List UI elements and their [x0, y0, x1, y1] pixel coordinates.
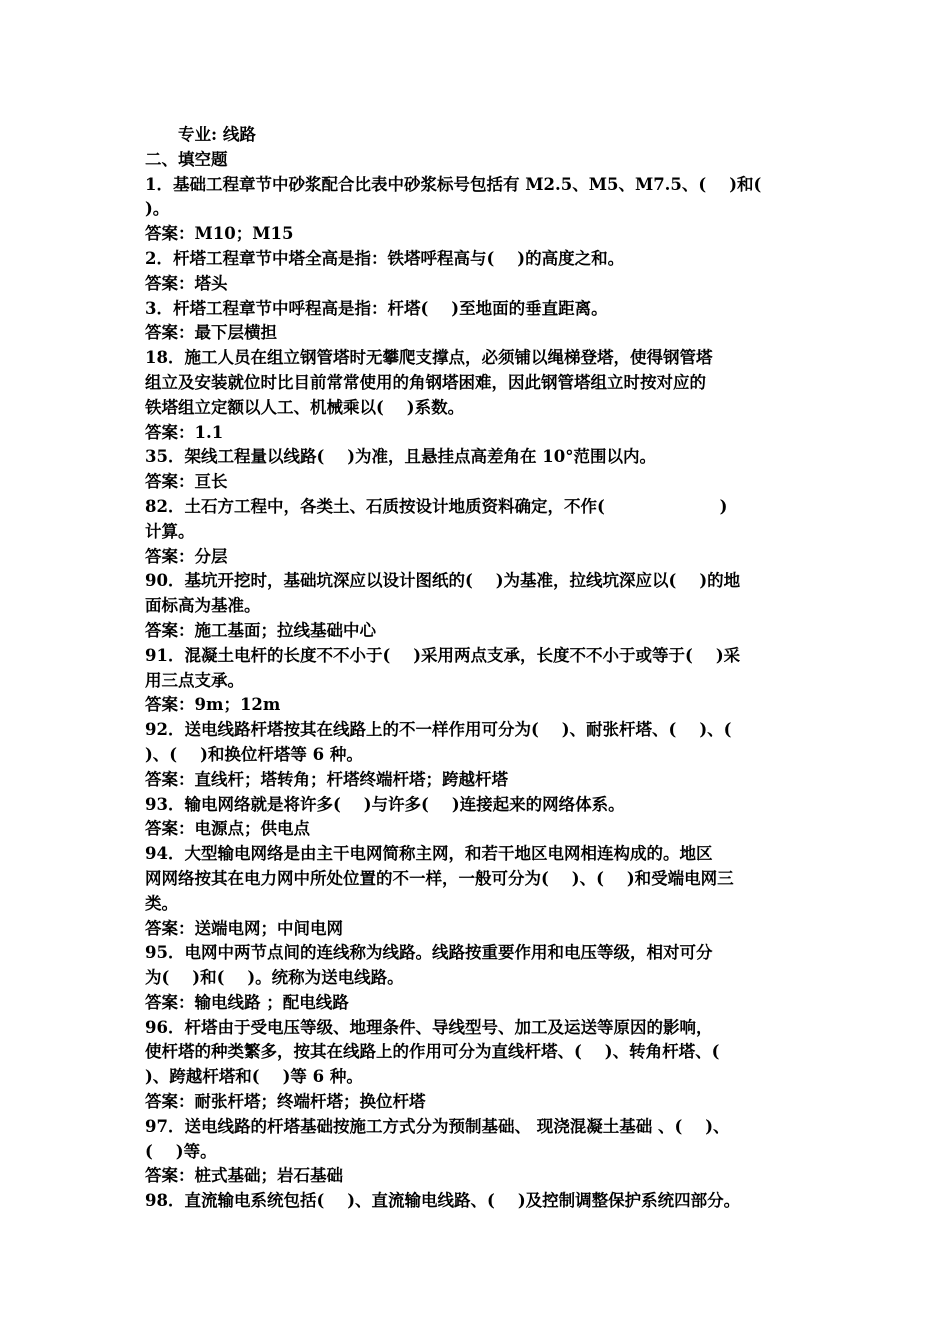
question-text-line: 92．送电线路杆塔按其在线路上的不一样作用可分为( )、耐张杆塔、( )、( [145, 720, 732, 740]
question-text-line: 94．大型输电网络是由主干电网简称主网，和若干地区电网相连构成的。地区 [145, 844, 713, 864]
document-content [145, 123, 810, 1214]
question-item [145, 644, 810, 718]
question-item [145, 247, 810, 297]
question-item [145, 569, 810, 643]
question-text-line: 18．施工人员在组立钢管塔时无攀爬支撑点，必须铺以绳梯登塔，使得钢管塔 [145, 348, 713, 368]
question-item [145, 1115, 810, 1189]
answer-line: 答案：送端电网；中间电网 [145, 918, 343, 938]
question-item [145, 495, 810, 569]
question-text-line: 95．电网中两节点间的连线称为线路。线路按重要作用和电压等级，相对可分 [145, 943, 713, 963]
question-text-line: 93．输电网络就是将许多( )与许多( )连接起来的网络体系。 [145, 794, 625, 814]
question-text-line: 2．杆塔工程章节中塔全高是指：铁塔呼程高与( )的高度之和。 [145, 248, 625, 268]
question-list [145, 173, 810, 1214]
answer-line: 答案：桩式基础；岩石基础 [145, 1166, 343, 1186]
question-text-line: )、( )和换位杆塔等 6 种。 [145, 744, 363, 764]
question-text-line: 97．送电线路的杆塔基础按施工方式分为预制基础、 现浇混凝土基础 、( )、 [145, 1116, 730, 1136]
question-text-line: )、跨越杆塔和( )等 6 种。 [145, 1067, 363, 1087]
question-item [145, 445, 810, 495]
question-text-line: 98．直流输电系统包括( )、直流输电线路、( )及控制调整保护系统四部分。 [145, 1191, 741, 1211]
question-text-line: 35．架线工程量以线路( )为准，且悬挂点高差角在 10°范围以内。 [145, 447, 657, 467]
question-text-line: )。 [145, 199, 170, 219]
answer-line: 答案：9m；12m [145, 695, 281, 715]
question-item [145, 1189, 810, 1214]
question-text-line: 使杆塔的种类繁多，按其在线路上的作用可分为直线杆塔、( )、转角杆塔、( [145, 1042, 720, 1062]
question-text-line: 3．杆塔工程章节中呼程高是指：杆塔( )至地面的垂直距离。 [145, 298, 608, 318]
question-text-line: 面标高为基准。 [145, 596, 261, 616]
question-text-line: 用三点支承。 [145, 670, 244, 690]
question-text-line: 1．基础工程章节中砂浆配合比表中砂浆标号包括有 M2.5、M5、M7.5、( )和( [145, 174, 762, 194]
question-text-line: 类。 [145, 893, 178, 913]
answer-line: 答案：施工基面；拉线基础中心 [145, 620, 376, 640]
answer-line: 答案：1.1 [145, 422, 224, 442]
question-text-line: 90．基坑开挖时，基础坑深应以设计图纸的( )为基准，拉线坑深应以( )的地 [145, 571, 741, 591]
answer-line: 答案：分层 [145, 546, 228, 566]
answer-line: 答案：电源点；供电点 [145, 819, 310, 839]
question-item [145, 941, 810, 1015]
question-text-line: 计算。 [145, 521, 195, 541]
answer-line: 答案：最下层横担 [145, 323, 277, 343]
question-item [145, 173, 810, 247]
question-text-line: 为( )和( )。统称为送电线路。 [145, 968, 404, 988]
answer-line: 答案：直线杆；塔转角；杆塔终端杆塔；跨越杆塔 [145, 769, 508, 789]
question-item [145, 793, 810, 843]
section-heading: 二、填空题 [145, 149, 228, 169]
question-item [145, 1016, 810, 1115]
question-text-line: 铁塔组立定额以人工、机械乘以( )系数。 [145, 397, 465, 417]
question-item [145, 297, 810, 347]
question-text-line: 82．土石方工程中，各类土、石质按设计地质资料确定，不作( ) [145, 496, 728, 516]
answer-line: 答案：输电线路 ；配电线路 [145, 992, 349, 1012]
question-text-line: 96．杆塔由于受电压等级、地理条件、导线型号、加工及运送等原因的影响， [145, 1017, 713, 1037]
question-item [145, 346, 810, 445]
question-text-line: 组立及安装就位时比目前常常使用的角钢塔困难，因此钢管塔组立时按对应的 [145, 372, 706, 392]
question-text-line: ( )等。 [145, 1141, 217, 1161]
question-text-line: 网网络按其在电力网中所处位置的不一样，一般可分为( )、( )和受端电网三 [145, 868, 734, 888]
answer-line: 答案：塔头 [145, 273, 228, 293]
major-heading: 专业: 线路 [178, 125, 256, 144]
answer-line: 答案：耐张杆塔；终端杆塔；换位杆塔 [145, 1092, 426, 1112]
question-item [145, 718, 810, 792]
question-item [145, 842, 810, 941]
answer-line: 答案：亘长 [145, 472, 228, 492]
answer-line: 答案：M10；M15 [145, 224, 294, 244]
question-text-line: 91．混凝土电杆的长度不不小于( )采用两点支承，长度不不小于或等于( )采 [145, 645, 741, 665]
